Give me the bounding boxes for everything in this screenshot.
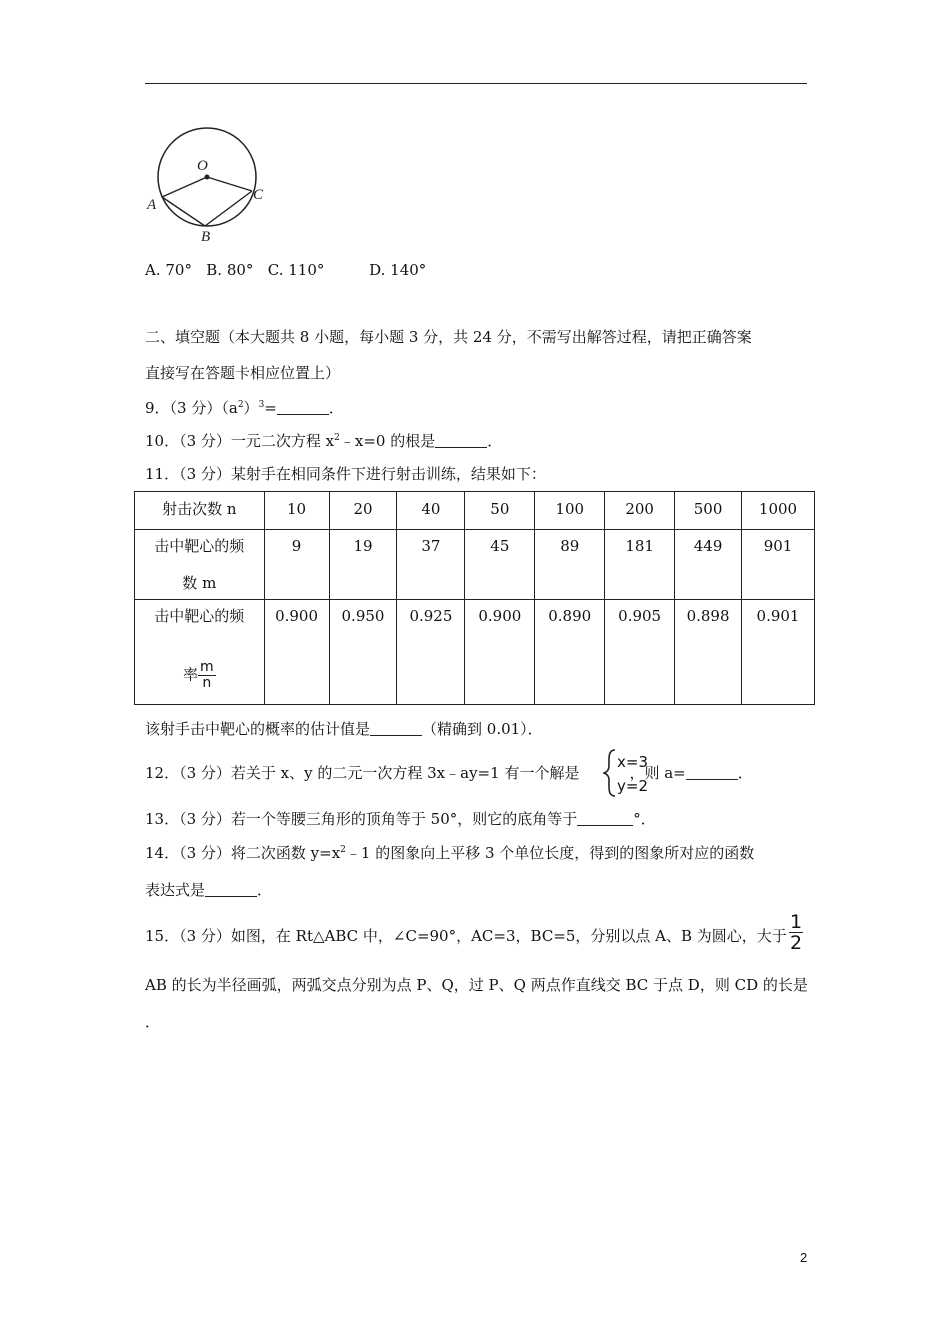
table-cell: 0.905 xyxy=(605,600,675,705)
table-cell: 9 xyxy=(264,530,329,600)
answer-blank xyxy=(277,400,329,415)
table-cell: 45 xyxy=(465,530,535,600)
choice-b: B. 80° xyxy=(206,261,254,279)
table-cell: 89 xyxy=(535,530,605,600)
q9-exp2: 3 xyxy=(258,400,265,410)
q8-choices xyxy=(145,260,426,280)
table-cell: 0.900 xyxy=(264,600,329,705)
answer-blank xyxy=(205,882,257,897)
choice-a: A. 70° xyxy=(145,261,192,279)
table-cell: 200 xyxy=(605,492,675,530)
row-header-n: 射击次数 n xyxy=(135,492,265,530)
q9-mid: ） xyxy=(243,399,259,417)
table-cell: 181 xyxy=(605,530,675,600)
row-header-freq xyxy=(135,600,265,705)
fraction-numerator: m xyxy=(199,659,214,675)
brace-icon xyxy=(603,748,617,798)
q12-prefix: 12．（3 分）若关于 x、y 的二元一次方程 3x﹣ay=1 有一个解是 xyxy=(145,764,580,782)
question-12 xyxy=(145,763,753,783)
q13-prefix: 13．（3 分）若一个等腰三角形的顶角等于 50°，则它的底角等于 xyxy=(145,810,578,828)
question-14-line2 xyxy=(145,880,272,900)
q14-prefix: 14．（3 分）将二次函数 y=x xyxy=(145,844,341,862)
q10-exp: 2 xyxy=(334,433,340,443)
q11-after-prefix: 该射手击中靶心的概率的估计值是 xyxy=(145,720,371,738)
q14-line2-end: ． xyxy=(257,881,273,899)
q14-exp: 2 xyxy=(340,845,346,855)
label-b: B xyxy=(201,229,211,245)
question-14-line1 xyxy=(145,843,754,863)
header-rule xyxy=(145,83,807,84)
q14-line2-prefix: 表达式是 xyxy=(145,881,206,899)
q14-suffix: ﹣1 的图象向上平移 3 个单位长度，得到的图象所对应的函数 xyxy=(345,844,755,862)
table-cell: 500 xyxy=(675,492,742,530)
segment-oa xyxy=(162,177,207,197)
answer-blank xyxy=(577,811,633,826)
answer-blank xyxy=(370,721,422,736)
table-cell: 50 xyxy=(465,492,535,530)
fraction-m-over-n xyxy=(198,660,216,691)
table-cell: 449 xyxy=(675,530,742,600)
table-cell: 20 xyxy=(329,492,397,530)
question-15-line2: AB 的长为半径画弧，两弧交点分别为点 P、Q，过 P、Q 两点作直线交 BC 于点 D，则 CD 的长是 xyxy=(145,976,808,994)
table-cell: 0.950 xyxy=(329,600,397,705)
table-row xyxy=(135,600,815,705)
q12-end: ． xyxy=(737,764,753,782)
table-cell: 901 xyxy=(742,530,815,600)
q11-after-suffix: （精确到 0.01）． xyxy=(422,720,543,738)
question-10 xyxy=(145,431,502,451)
choice-d: D. 140° xyxy=(369,261,427,279)
q12-mid: ，则 a= xyxy=(629,764,686,782)
question-11-after xyxy=(145,719,543,739)
q9-end: ． xyxy=(328,399,344,417)
answer-blank xyxy=(686,765,738,780)
row-header-freq-line2 xyxy=(137,660,262,691)
row-header-m xyxy=(135,530,265,600)
label-o: O xyxy=(197,158,208,174)
equation-system xyxy=(617,750,648,798)
table-cell: 0.898 xyxy=(675,600,742,705)
table-cell: 19 xyxy=(329,530,397,600)
q9-tail: = xyxy=(264,399,277,417)
question-9 xyxy=(145,398,344,418)
row-header-m-line2: 数 m xyxy=(182,574,217,592)
question-13 xyxy=(145,809,656,829)
fraction-denominator: n xyxy=(202,675,212,691)
fraction-one-half xyxy=(789,912,803,953)
system-eq1: x=3 xyxy=(617,753,648,771)
circle-figure xyxy=(140,120,280,250)
answer-blank xyxy=(435,433,487,448)
q10-mid: ﹣x=0 的根是 xyxy=(339,432,436,450)
section2-heading-line2: 直接写在答题卡相应位置上） xyxy=(145,364,341,382)
row-header-freq-line1: 击中靶心的频 xyxy=(154,607,245,625)
table-cell: 0.900 xyxy=(465,600,535,705)
table-cell: 1000 xyxy=(742,492,815,530)
table-row xyxy=(135,492,815,530)
table-cell: 10 xyxy=(264,492,329,530)
q13-end: °． xyxy=(633,810,656,828)
question-15-line1: 15．（3 分）如图，在 Rt△ABC 中，∠C=90°，AC=3，BC=5，分别以点 A、B 为圆心，大于 xyxy=(145,927,787,945)
table-cell: 0.890 xyxy=(535,600,605,705)
row-header-m-line1: 击中靶心的频 xyxy=(154,537,245,555)
question-11-intro: 11．（3 分）某射手在相同条件下进行射击训练，结果如下： xyxy=(145,465,546,483)
table-cell: 0.925 xyxy=(397,600,465,705)
question-15-line3: ． xyxy=(145,1013,161,1031)
table-row xyxy=(135,530,815,600)
table-cell: 100 xyxy=(535,492,605,530)
frequency-table xyxy=(134,491,815,705)
q9-prefix: 9．（3 分）（a xyxy=(145,399,238,417)
label-a: A xyxy=(147,197,157,213)
table-cell: 0.901 xyxy=(742,600,815,705)
section2-heading-line1: 二、填空题（本大题共 8 小题，每小题 3 分，共 24 分，不需写出解答过程，请把正确答案 xyxy=(145,328,752,346)
label-c: C xyxy=(253,187,264,203)
segment-oc xyxy=(207,177,252,191)
fraction-numerator: 1 xyxy=(790,911,803,933)
segment-ab xyxy=(162,197,205,226)
system-eq2: y=2 xyxy=(617,777,648,795)
q9-exp1: 2 xyxy=(237,400,244,410)
q10-end: ． xyxy=(487,432,503,450)
page-number: 2 xyxy=(800,1250,808,1265)
choice-c: C. 110° xyxy=(267,261,325,279)
fraction-denominator: 2 xyxy=(790,932,803,954)
table-cell: 40 xyxy=(397,492,465,530)
table-cell: 37 xyxy=(397,530,465,600)
freq-prefix: 率 xyxy=(182,665,198,684)
q10-prefix: 10．（3 分）一元二次方程 x xyxy=(145,432,335,450)
